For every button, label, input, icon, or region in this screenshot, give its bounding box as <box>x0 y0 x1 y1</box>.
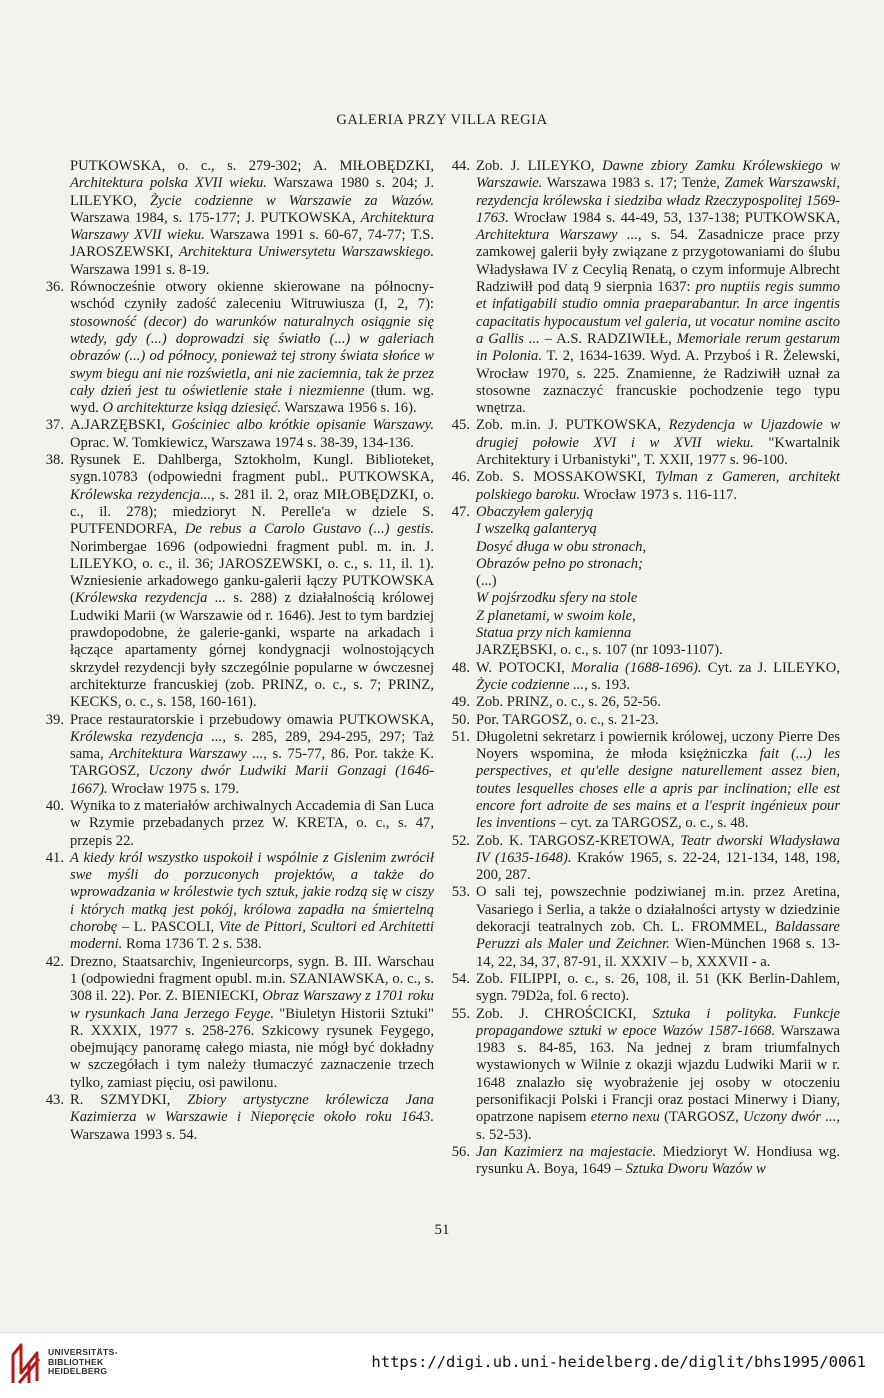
text-run: Wrocław 1975 s. 179. <box>107 780 239 797</box>
footnote <box>45 279 434 417</box>
footnote <box>451 728 841 833</box>
footnote-text <box>70 712 434 797</box>
footnote-number: 49. <box>451 694 470 711</box>
text-run: Zob. K. TARGOSZ-KRETOWA, <box>476 832 681 849</box>
text-run: (tłum. wg. wyd. <box>70 382 434 417</box>
text-run: Równocześnie otwory okienne skierowane na północny-wschód czyniły zadość zaleceniu Witruwiusza (I, 2, 7): <box>70 279 434 313</box>
text-run: , s. 52-53). <box>476 1109 840 1143</box>
italic-text: Teatr dworski Władysława IV (1635-1648). <box>476 832 840 866</box>
footnote <box>45 797 434 850</box>
text-run: Kraków 1965, s. 22-24, 121-134, 148, 198, 200, 287. <box>476 849 841 884</box>
footnote-number: 36. <box>45 279 64 296</box>
text-run: Zob. J. CHROŚCICKI, <box>476 1005 653 1022</box>
footnote-number: 56. <box>451 1143 470 1160</box>
poem-line: Obaczyłem galeryją <box>476 503 594 520</box>
footnote-text <box>70 417 434 450</box>
footnote <box>451 158 840 417</box>
text-run: Wynika to z materiałów archiwalnych Accademia di San Luca w Rzymie przebadanych przez W. KRETA, o. c., s. 47, przepis 22. <box>70 797 434 849</box>
poem-line: Z planetami, w swoim kole, <box>476 607 636 624</box>
footnote-text <box>476 712 659 728</box>
text-run: , s. 281 il. 2, oraz MIŁOBĘDZKI, o. c., il. 278); miedzioryt N. Perelle'a w dziele S. PUTFENDORFA, <box>70 486 434 538</box>
footnote-text <box>476 971 840 1004</box>
italic-text: eterno nexu <box>590 1109 660 1126</box>
footnote-number: 41. <box>45 849 64 866</box>
footnote-number: 37. <box>45 417 64 434</box>
library-name-line: UNIVERSITÄTS- <box>48 1347 118 1357</box>
italic-text: stosowność (decor) do warunków naturalnych osiągnie się wtedy, gdy (...) doprowadzi się światło (...) w galeriach obrazów (...) od północy, ponieważ tej strony świata słońce w swym biegu ani nie rozświetla, ani nie zaciemnia, tak że przez cały dzień jest tu oświetlenie stałe i niezmienne <box>70 313 434 399</box>
footnote <box>45 417 435 452</box>
italic-text: Dawne zbiory Zamku Królewskiego w Warszawie. <box>476 158 840 192</box>
left-footnotes <box>45 279 435 1144</box>
footnote-text <box>476 469 840 502</box>
italic-text: Gościniec albo krótkie opisanie Warszawy. <box>171 417 435 434</box>
footnote <box>45 953 434 1092</box>
text-run: – cyt. za TARGOSZ, o. c., s. 48. <box>555 815 749 832</box>
italic-text: Życie codzienne w Warszawie za Wazów. <box>149 192 434 209</box>
footnote-text <box>70 452 434 710</box>
text-run: Wien-München 1968 s. 13-14, 22, 34, 37, 87-91, il. XXXIV – b, XXXVII - a. <box>476 936 841 970</box>
text-run: Zob. m.in. J. PUTKOWSKA, <box>476 417 669 434</box>
italic-text: De rebus a Carolo Gustavo (...) gestis. <box>184 521 435 538</box>
text-run: Prace restauratorskie i przebudowy omawia PUTKOWSKA, <box>70 711 434 728</box>
italic-text: A kiedy król wszystko uspokoił i wspólnie z Gislenim zwrócił swe myśli do porzuconych projektów, a także do wprowadzania w królestwie tych sztuk, jakie rodzą się w ciszy i których matką jest pokój, królowa zapadła na śmiertelną chorobę <box>70 849 434 936</box>
text-run: Wrocław 1973 s. 116-117. <box>580 486 737 503</box>
text-run: Roma 1736 T. 2 s. 538. <box>122 936 262 953</box>
text-run: Rysunek E. Dahlberga, Sztokholm, Kungl. Biblioteket, sygn.10783 (odpowiedni fragment publ.. PUTKOWSKA, <box>70 452 434 486</box>
footnote-number: 52. <box>451 832 470 849</box>
italic-text: Memoriale rerum gestarum in Polonia. <box>476 330 840 365</box>
footnote-text <box>476 417 840 468</box>
text-run: Warszawa 1991 s. 8-19. <box>70 261 210 278</box>
italic-text: Jan Kazimierz na majestacie. <box>476 1143 657 1160</box>
text-run: R. SZMYDKI, <box>70 1092 188 1109</box>
italic-text: Królewska rezydencja ... <box>70 728 223 745</box>
footnote-number: 51. <box>451 728 470 745</box>
italic-text: Baldassare Peruzzi als Maler und Zeichner. <box>476 919 840 953</box>
footnote <box>451 884 841 970</box>
text-run: Oprac. W. Tomkiewicz, Warszawa 1974 s. 38-39, 134-136. <box>70 434 414 451</box>
italic-text: Zbiory artystyczne królewicza Jana Kazimierza w Warszawie i Nieporęcie około roku 1643. <box>70 1092 435 1126</box>
footnote <box>45 1092 435 1144</box>
text-run: Długoletni sekretarz i powiernik królowej, uczony Pierre Des Noyers wspomina, że młoda księżniczka <box>476 728 840 763</box>
footnote-text <box>476 158 840 416</box>
footnote-47 <box>451 503 840 660</box>
footnote-number: 48. <box>451 659 470 676</box>
footnote-number: 55. <box>451 1005 470 1022</box>
footnote-continuation <box>70 158 434 279</box>
text-run: Norimbergae 1696 (odpowiedni fragment publ. m. in. J. LILEYKO, o. c., il. 36; JAROSZEWSKI, o. c., s. 11, il. 1). Wzniesienie arkadowego ganku-galerii łączy PUTKOWSKA ( <box>70 538 434 607</box>
text-run: O sali tej, powszechnie podziwianej m.in. przez Aretina, Vasariego i Serlia, a także o działalności artysty w dziedzinie dekoracji teatralnych zob. Ch. L. FROMMEL, <box>476 884 840 936</box>
footnote-text <box>476 729 840 831</box>
italic-text: Architektura Warszawy XVII wieku. <box>70 209 434 244</box>
italic-text: Moralia (1688-1696). <box>570 659 702 676</box>
text-run: (TARGOSZ, <box>659 1109 744 1126</box>
italic-text: fait (...) les perspectives, et qu'elle designe naturellement assez bien, toutes lesquelles choses elle a apris par inclination; elle est encore fort adroite de ses mains et a l'esprit ingénieux pour les inventions <box>476 746 841 832</box>
text-run: Cyt. za J. LILEYKO, <box>701 659 840 676</box>
footnote-text <box>476 833 840 884</box>
italic-text: Architektura Uniwersytetu Warszawskiego. <box>178 244 435 261</box>
text-run: Warszawa 1983 s. 17; Tenże, <box>542 175 725 192</box>
footnote-text <box>70 798 434 849</box>
footnote-number: 47. <box>451 503 470 520</box>
text-run: , s. 193. <box>584 676 631 693</box>
poem-line: Dosyć długa w obu stronach, <box>476 538 647 555</box>
italic-text: Architektura Warszawy ... <box>109 746 264 763</box>
footnote-text <box>476 884 840 969</box>
italic-text: Vite de Pittori, Scultori ed Architetti moderni. <box>70 919 434 953</box>
library-name <box>48 1348 118 1377</box>
footnote <box>451 711 840 729</box>
italic-text: Sztuka Dworu Wazów w <box>625 1161 766 1178</box>
footnote <box>451 1143 840 1179</box>
poem-line: W pojśrzodku sfery na stole <box>476 590 638 607</box>
text-run: W. POTOCKI, <box>476 659 571 676</box>
footnote-text <box>70 279 434 416</box>
footnote <box>451 417 841 469</box>
italic-text: O architekturze ksiąg dziesięć. <box>102 400 282 417</box>
italic-text: Uczony dwór Ludwiki Marii Gonzagi (1646-1667). <box>70 763 434 797</box>
poem-line: (...) <box>476 573 497 590</box>
footnote-number: 40. <box>45 797 64 814</box>
footnote <box>45 849 434 954</box>
text-run: Zob. PRINZ, o. c., s. 26, 52-56. <box>476 694 661 711</box>
footnote <box>451 694 840 711</box>
text-run: , s. 54. Zasadnicze prace przy zamkowej galerii były związane z przygotowaniami do ślubu Władysława IV z Cecylią Renatą, o czym informuje Albrecht Radziwiłł pod datą 9 sierpnia 1637: <box>476 227 840 296</box>
footnote-number: 50. <box>451 711 470 728</box>
footnote-text <box>476 1006 840 1143</box>
right-footnotes-continued <box>451 659 841 1179</box>
poem-quote <box>476 504 840 642</box>
footnote <box>45 452 435 711</box>
footnote-number: 42. <box>45 953 64 970</box>
footnote-text <box>476 1144 840 1177</box>
text-run: Warszawa 1991 s. 60-67, 74-77; T.S. JAROSZEWSKI, <box>70 227 434 261</box>
text-run: Zob. J. LILEYKO, <box>476 158 603 174</box>
footnote-text <box>70 1092 434 1143</box>
text-run: Wrocław 1984 s. 44-49, 53, 137-138; PUTKOWSKA, <box>508 209 840 226</box>
italic-text: Życie codzienne ... <box>476 676 585 693</box>
italic-text: Architektura polska XVII wieku. <box>70 175 267 192</box>
right-column <box>451 158 841 1179</box>
italic-text: Zamek Warszawski, rezydencja królewska i siedziba władz Rzeczypospolitej 1569-1763. <box>476 175 840 226</box>
poem-line: I wszelką galanteryą <box>476 521 597 538</box>
footnote-number: 44. <box>451 158 470 174</box>
text-run: Por. TARGOSZ, o. c., s. 21-23. <box>476 711 659 728</box>
text-run: , s. 285, 289, 294-295, 297; Taż sama, <box>70 728 434 763</box>
italic-text: Uczony dwór ... <box>743 1109 837 1126</box>
italic-text: Sztuka i polityka. Funkcje propagandowe sztuki w epoce Wazów 1587-1668. <box>476 1005 840 1039</box>
text-run: Miedzioryt W. Hondiusa wg. rysunku A. Boya, 1649 – <box>476 1143 840 1178</box>
text-run: Warszawa 1956 s. 16). <box>281 400 417 417</box>
footnote-number: 43. <box>45 1092 64 1109</box>
text-run: – L. PASCOLI, <box>117 919 219 936</box>
text-run: T. 2, 1634-1639. Wyd. A. Przyboś i R. Żelewski, Wrocław 1970, s. 225. Znamienne, że Radziwiłł uznał za stosowne zaznaczyć francuskie pochodzenie tego typu wnętrza. <box>476 348 840 417</box>
left-column <box>45 158 435 1144</box>
footnote-text <box>70 850 434 952</box>
italic-text: Królewska rezydencja... <box>70 486 212 503</box>
text-run: PUTKOWSKA, o. c., s. 279-302; A. MIŁOBĘDZKI, <box>70 158 434 174</box>
heidelberg-library-logo-icon <box>9 1343 43 1385</box>
footnote-number: 54. <box>451 970 470 987</box>
text-run: , s. 75-77, 86. Por. także K. TARGOSZ, <box>70 746 434 780</box>
running-head: GALERIA PRZY VILLA REGIA <box>336 112 548 128</box>
footnote-text <box>476 694 661 710</box>
text-run: Warszawa 1983 s. 84-85, 163. Na jednej z bram triumfalnych wystawionych w Wilnie z okazji wjazdu Ludwiki Marii w r. 1648 znalazło się wyobrażenie jej osoby w otoczeniu personifikacji Polski i Francji oraz postaci Minerwy i Diany, opatrzone napisem <box>476 1022 840 1126</box>
footnote <box>451 970 840 1006</box>
footnote-number: 45. <box>451 417 470 434</box>
text-run: s. 288) z działalnością królowej Ludwiki Marii (w Warszawie od r. 1646). Jest to tym bardziej prawdopodobne, że galerie-ganki, wsparte na arkadach i łączące apartamenty górnej kondygnacji wolnostojących skrzydeł rezydencji były szczególnie popularne w ówczesnej architekturze francuskiej (zob. PRINZ, o. c., s. 7; PRINZ, KECKS, o. c., s. 158, 160-161). <box>70 590 435 711</box>
footnote-text <box>70 954 434 1091</box>
italic-text: Rezydencja w Ujazdowie w drugiej połowie XVI i w XVII wieku. <box>476 417 841 451</box>
text-run: Zob. FILIPPI, o. c., s. 26, 108, il. 51 (KK Berlin-Dahlem, sygn. 79D2a, fol. 6 recto). <box>476 970 840 1005</box>
text-run: Warszawa 1993 s. 54. <box>70 1126 198 1143</box>
footnote <box>451 832 841 885</box>
italic-text: Królewska rezydencja ... <box>74 590 226 607</box>
text-run: Drezno, Staatsarchiv, Ingenieurcorps, sygn. B. III. Warschau 1 (odpowiedni fragment opubl. m.in. SZANIAWSKA, o. c., s. 308 il. 22). Por. Z. BIENIECKI, <box>70 953 434 1005</box>
source-url-link[interactable]: https://digi.ub.uni-heidelberg.de/diglit/bhs1995/0061 <box>371 1353 866 1371</box>
footnote-number: 39. <box>45 711 64 728</box>
footnote <box>45 711 434 798</box>
text-run: "Biuletyn Historii Sztuki" R. XXXIX, 1977 s. 258-276. Szkicowy rysunek Feygego, obejmujący panoramę całego miasta, nie mógł być dokładny w szczegółach i tym należy tłumaczyć zaznaczenie trzech tylko, zamiast pięciu, osi pawilonu. <box>70 1005 434 1091</box>
text-run: Warszawa 1984, s. 175-177; J. PUTKOWSKA, <box>70 209 361 226</box>
text-run: Zob. S. MOSSAKOWSKI, <box>476 469 656 486</box>
library-name-line: HEIDELBERG <box>48 1366 108 1377</box>
italic-text: Obraz Warszawy z 1701 roku w rysunkach Jana Jerzego Feyge. <box>70 988 434 1022</box>
footnote <box>451 1005 840 1144</box>
page-number: 51 <box>434 1222 450 1238</box>
text-run: A.JARZĘBSKI, <box>70 417 172 434</box>
footnote-text <box>70 158 434 278</box>
italic-text: Tylman z Gameren, architekt polskiego baroku. <box>476 469 841 503</box>
footnote-text <box>476 660 840 693</box>
footnote-number: 46. <box>451 469 470 486</box>
text-run: – A.S. RADZIWIŁŁ, <box>539 330 677 347</box>
footnote-number: 38. <box>45 452 64 469</box>
italic-text: Architektura Warszawy ... <box>476 227 638 244</box>
poem-line: Statua przy nich kamienna <box>476 625 632 642</box>
library-name-line: BIBLIOTHEK <box>48 1356 104 1367</box>
footnote <box>451 659 840 695</box>
text-run: Warszawa 1980 s. 204; J. LILEYKO, <box>70 175 434 209</box>
library-footer <box>0 1332 884 1398</box>
footnote <box>451 469 841 504</box>
footnote-number: 53. <box>451 884 470 901</box>
right-footnotes <box>451 158 841 504</box>
poem-line: Obrazów pełno po stronach; <box>476 555 643 572</box>
italic-text: pro nuptiis regis summo et infatigabili studio omnia praeparabantur. In arce ingentis capacitatis hypocaustum vel galeria, ut vocatur nomine ascito a Gallis ... <box>476 279 840 347</box>
poem-source: JARZĘBSKI, o. c., s. 107 (nr 1093-1107). <box>476 642 723 659</box>
text-run: "Kwartalnik Architektury i Urbanistyki", T. XXII, 1977 s. 96-100. <box>476 434 840 469</box>
